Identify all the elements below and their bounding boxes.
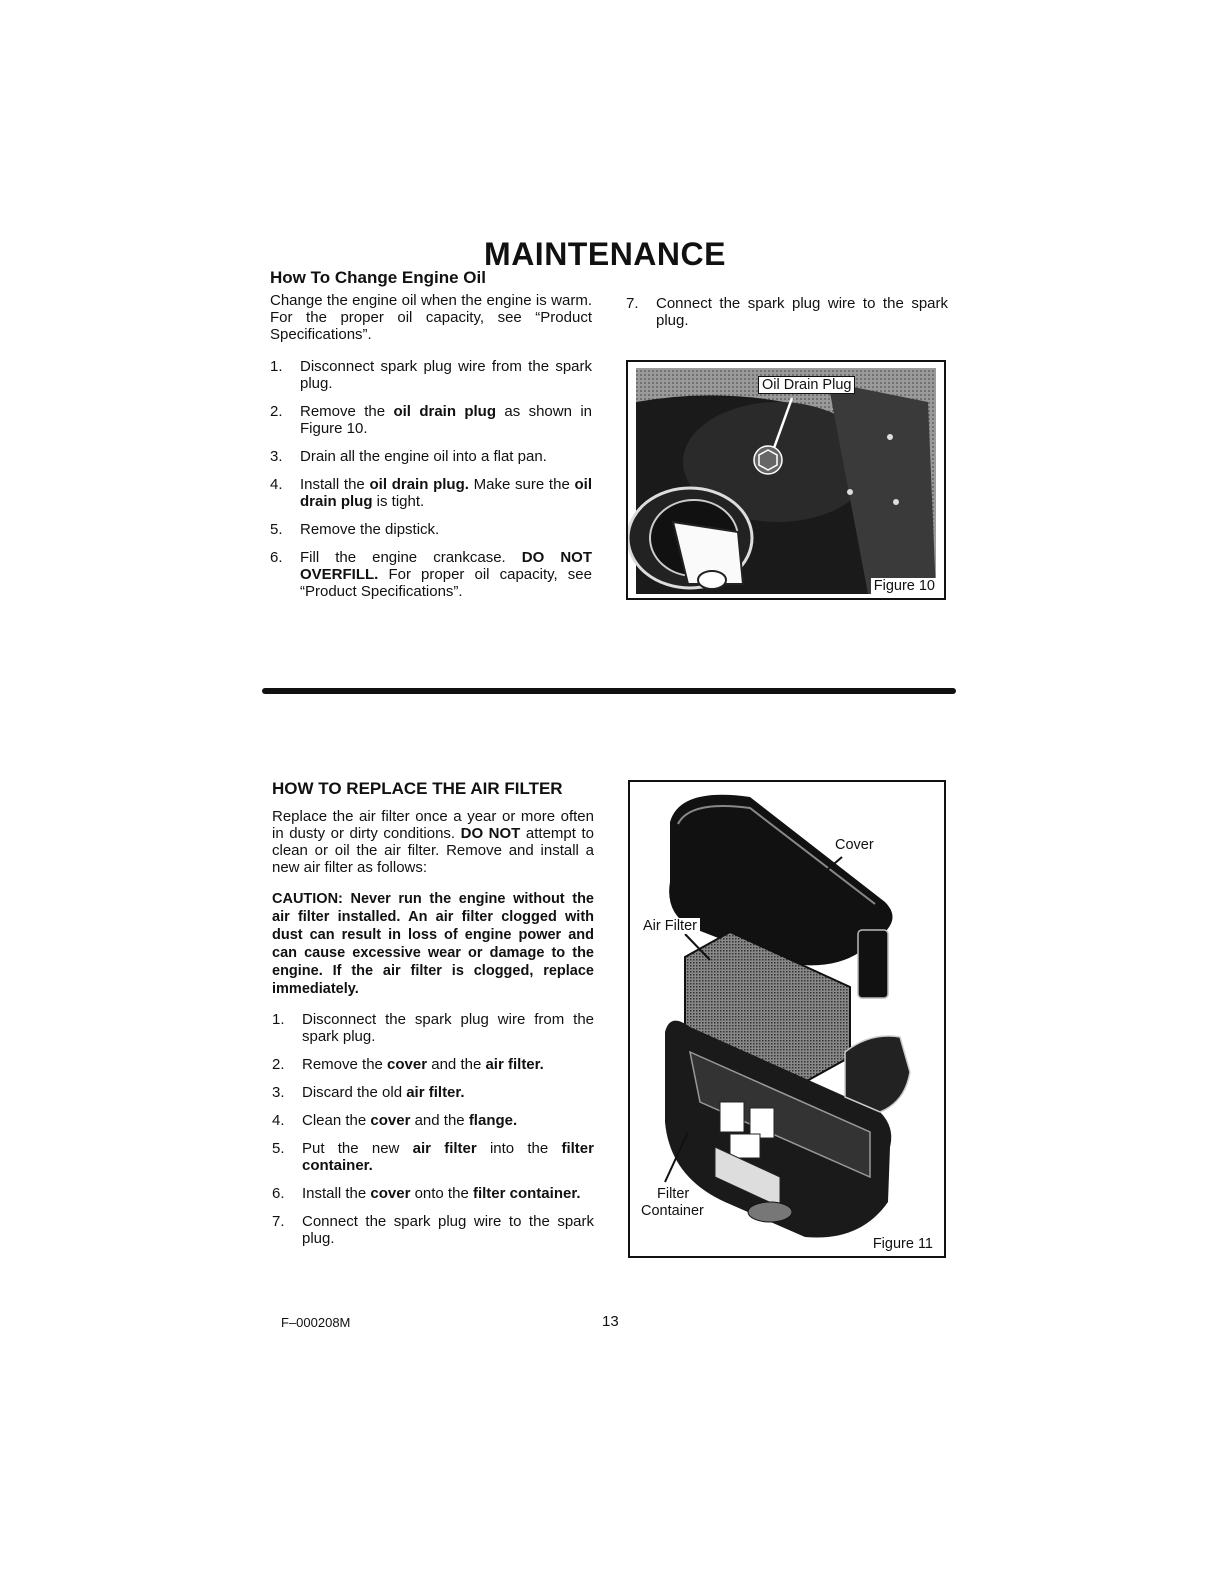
step-text [300,476,592,510]
text-run: Discard the old [302,1084,407,1101]
text-run: Disconnect spark plug wire from the spark plug. [300,358,592,392]
footer-document-code: F–000208M [281,1315,351,1330]
step-text: Connect the spark plug wire to the spark plug. [656,295,948,329]
bold-term: cover [370,1112,411,1129]
text-run: as shown in Figure 10. [300,403,592,437]
oil-section-heading: How To Change Engine Oil [270,268,486,287]
oil-drain-plug-label: Oil Drain Plug [758,376,855,394]
step-number: 3. [272,1084,285,1101]
list-item [270,403,592,437]
list-item [272,1056,594,1073]
step-number: 6. [270,549,283,566]
list-item [626,295,948,329]
bold-term: air filter. [406,1084,465,1101]
bold-term: DO NOT OVERFILL. [300,549,592,583]
air-filter-illustration [630,782,944,1256]
bolt [887,434,893,440]
step-text [300,448,547,465]
bold-term: oil drain plug [300,476,593,510]
list-item [270,476,592,510]
figure-10-caption: Figure 10 [871,578,938,594]
bold-term: DO NOT [460,825,521,842]
figure-11-caption: Figure 11 [870,1236,936,1252]
text-run: Clean the [302,1112,371,1129]
bold-term: oil drain plug. [369,476,469,493]
air-filter-heading: HOW TO REPLACE THE AIR FILTER [272,779,563,798]
step-text [302,1011,594,1045]
page-title: MAINTENANCE [484,236,726,272]
bold-term: filter container. [472,1185,581,1202]
bold-term: filter container. [302,1140,594,1174]
air-filter-intro-text [272,808,594,876]
oil-step-7 [626,295,948,340]
text-run: Fill the engine crankcase. [300,549,522,566]
list-item [270,448,592,465]
bolt [893,499,899,505]
container-label: Container [638,1203,707,1219]
text-run: Remove the dipstick. [300,521,440,538]
step-number: 7. [272,1213,285,1230]
oil-steps-list [270,358,592,611]
step-text [302,1056,544,1073]
step-number: 4. [270,476,283,493]
step-text [302,1140,594,1174]
step-number: 2. [270,403,283,420]
step-text [300,549,592,600]
crankshaft-end [698,571,726,589]
step-text [302,1112,517,1129]
list-item [272,1185,594,1202]
step-number: 7. [626,295,639,312]
oil-intro-text: Change the engine oil when the engine is warm. For the proper oil capacity, see “Product Specifications”. [270,292,592,343]
page-number: 13 [602,1313,619,1330]
step-number: 5. [272,1140,285,1157]
bold-term: air filter [412,1140,477,1157]
caution-text: CAUTION: Never run the engine without the air filter installed. An air filter clogged with dust can result in loss of engine power and can cause excessive wear or damage to the engine. If the air filter is clogged, replace immediately. [272,891,594,997]
step-text [300,521,439,538]
oil-drain-plug-illustration [628,362,944,598]
step-text [300,358,592,392]
text-run: Drain all the engine oil into a flat pan. [300,448,547,465]
container-tab [730,1134,760,1158]
bold-term: cover [387,1056,428,1073]
text-run: is tight. [372,493,425,510]
step-text [300,403,592,437]
text-run: Remove the [302,1056,388,1073]
text-run: Put the new [302,1140,413,1157]
list-item [272,1112,594,1129]
list-item [270,521,592,538]
filter-label: Filter [654,1186,692,1202]
step-number: 2. [272,1056,285,1073]
text-run: Install the [300,476,370,493]
list-item [270,358,592,392]
step-text [302,1084,465,1101]
text-run: Remove the [300,403,394,420]
list-item [272,1011,594,1045]
air-filter-label: Air Filter [640,918,700,934]
text-run: Connect the spark plug wire to the spark plug. [302,1213,594,1247]
text-run: and the [410,1112,469,1129]
step-number: 6. [272,1185,285,1202]
bolt [847,489,853,495]
step-number: 1. [270,358,283,375]
bold-term: oil drain plug [393,403,497,420]
step-number: 1. [272,1011,285,1028]
text-run: Install the [302,1185,371,1202]
cover-latch [858,930,888,998]
text-run: attempt to clean or oil the air filter. Remove and install a new air filter as follows: [272,825,594,876]
text-run: Replace the air filter once a year or more often in dusty or dirty conditions. [272,808,594,842]
section-divider [262,688,956,694]
step-number: 4. [272,1112,285,1129]
figure-11 [628,780,946,1258]
list-item [272,1213,594,1247]
bold-term: cover [370,1185,411,1202]
text-run: Make sure the [468,476,575,493]
text-run: For proper oil capacity, see “Product Specifications”. [300,566,592,600]
air-filter-steps-list [272,1011,594,1258]
text-run: onto the [410,1185,473,1202]
text-run: Disconnect the spark plug wire from the spark plug. [302,1011,594,1045]
step-number: 3. [270,448,283,465]
text-run: into the [476,1140,562,1157]
list-item [270,549,592,600]
text-run: and the [427,1056,486,1073]
figure-10 [626,360,946,600]
container-tab [720,1102,744,1132]
list-item [272,1140,594,1174]
list-item [272,1084,594,1101]
step-number: 5. [270,521,283,538]
bold-term: air filter. [485,1056,544,1073]
cover-label: Cover [832,837,877,853]
step-text [302,1185,581,1202]
bold-term: flange. [468,1112,518,1129]
mount-stud [748,1202,792,1222]
flange [845,1036,910,1112]
step-text [302,1213,594,1247]
